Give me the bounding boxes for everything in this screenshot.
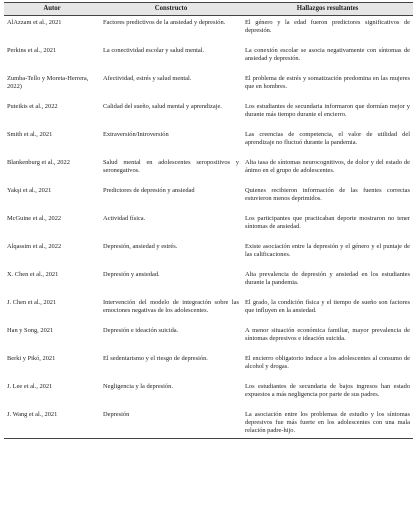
cell-construct: Predictores de depresión y ansiedad xyxy=(103,187,195,195)
table-row xyxy=(4,380,413,408)
cell-construct: Salud mental en adolescentes seropositivos y seronegativos. xyxy=(103,159,239,175)
header-construct: Constructo xyxy=(100,3,242,16)
cell-author: Berki y Pikó, 2021 xyxy=(7,355,56,363)
cell-author: Zumba-Tello y Moreta-Herrera, 2022) xyxy=(7,75,89,91)
table-row xyxy=(4,324,413,352)
table-row xyxy=(4,100,413,128)
cell-finding: Las creencias de competencia, el valor de utilidad del aprendizaje no fluctuó durante la pandemia. xyxy=(245,131,410,147)
cell-construct: Depresión xyxy=(100,408,242,438)
table-row xyxy=(4,212,413,240)
cell-author: Perkins et al., 2021 xyxy=(7,47,57,55)
cell-author: AlAzzam et al., 2021 xyxy=(7,19,62,27)
table-row xyxy=(4,16,413,45)
cell-finding: La asociación entre los problemas de estudio y los síntomas depresivos fue más fuerte en los adolescentes con una mala relación padre-hijo. xyxy=(242,408,413,438)
cell-author: McGuine et al., 2022 xyxy=(7,215,62,223)
table-header-row xyxy=(4,3,413,16)
cell-construct: Calidad del sueño, salud mental y aprendizaje. xyxy=(103,103,222,111)
findings-table xyxy=(4,2,413,439)
cell-finding: El grado, la condición física y el tiempo de sueño son factores que influyen en la ansiedad. xyxy=(245,299,410,315)
cell-finding: Existe asociación entre la depresión y el género y el puntaje de las calificaciones. xyxy=(245,243,410,259)
cell-author: J. Wang et al., 2021 xyxy=(4,408,100,438)
cell-finding: Los estudiantes de secundaria de bajos ingresos han estado expuestos a más negligencia por parte de sus padres. xyxy=(245,383,410,399)
table-row xyxy=(4,72,413,100)
cell-finding: Alta tasa de síntomas neurocognitivos, de dolor y del estado de ánimo en el grupo de adolescentes. xyxy=(245,159,410,175)
cell-construct: Afectividad, estrés y salud mental. xyxy=(103,75,192,83)
cell-construct: Depresión e ideación suicida. xyxy=(103,327,179,335)
cell-finding: Alta prevalencia de depresión y ansiedad en los estudiantes durante la pandemia. xyxy=(245,271,410,287)
header-findings: Hallazgos resultantes xyxy=(242,3,413,16)
table-row xyxy=(4,296,413,324)
cell-construct: El sedentarismo y el riesgo de depresión. xyxy=(103,355,208,363)
table-row xyxy=(4,352,413,380)
cell-author: J. Chen et al., 2021 xyxy=(7,299,57,307)
table-row xyxy=(4,156,413,184)
cell-author: J. Lee et al., 2021 xyxy=(7,383,53,391)
findings-table-container xyxy=(4,2,413,439)
cell-finding: El género y la edad fueron predictores significativos de depresión. xyxy=(245,19,410,35)
cell-author: Alqassim et al., 2022 xyxy=(7,243,62,251)
cell-finding: Los estudiantes de secundaria informaron que dormían mejor y durante más tiempo durante el encierro. xyxy=(245,103,410,119)
cell-finding: Los participantes que practicaban deporte mostraron no tener síntomas de ansiedad. xyxy=(245,215,410,231)
cell-construct: Intervención del modelo de integración sobre las emociones negativas de los adolescentes. xyxy=(103,299,239,315)
cell-author: Blankenburg et al., 2022 xyxy=(7,159,70,167)
cell-finding: La conexión escolar se asocia negativamente con síntomas de ansiedad y depresión. xyxy=(245,47,410,63)
cell-author: Han y Song, 2021 xyxy=(7,327,54,335)
table-row xyxy=(4,240,413,268)
table-row xyxy=(4,268,413,296)
table-row xyxy=(4,184,413,212)
cell-construct: Depresión, ansiedad y estrés. xyxy=(103,243,178,251)
header-author: Autor xyxy=(4,3,100,16)
cell-finding: A menor situación económica familiar, mayor prevalencia de síntomas depresivos e ideación suicida. xyxy=(245,327,410,343)
cell-construct: Actividad física. xyxy=(103,215,146,223)
cell-construct: La conectividad escolar y salud mental. xyxy=(103,47,205,55)
cell-construct: Depresión y ansiedad. xyxy=(103,271,160,279)
cell-author: Smith et al., 2021 xyxy=(7,131,53,139)
cell-construct: Factores predictivos de la ansiedad y depresión. xyxy=(103,19,226,27)
cell-construct: Negligencia y la depresión. xyxy=(103,383,173,391)
table-row xyxy=(4,44,413,72)
cell-construct: Extraversión/Introversión xyxy=(103,131,169,139)
cell-finding: Quienes recibieron información de las fuentes correctas estuvieron menos deprimidos. xyxy=(245,187,410,203)
cell-finding: El problema de estrés y somatización predomina en las mujeres que en hombres. xyxy=(245,75,410,91)
cell-finding: El encierro obligatorio induce a los adolescentes al consumo de alcohol y drogas. xyxy=(245,355,410,371)
table-row xyxy=(4,128,413,156)
table-row xyxy=(4,408,413,438)
cell-author: Yakşi et al., 2021 xyxy=(7,187,52,195)
cell-author: Puteikis et al., 2022 xyxy=(7,103,58,111)
cell-author: X. Chen et al., 2021 xyxy=(7,271,59,279)
